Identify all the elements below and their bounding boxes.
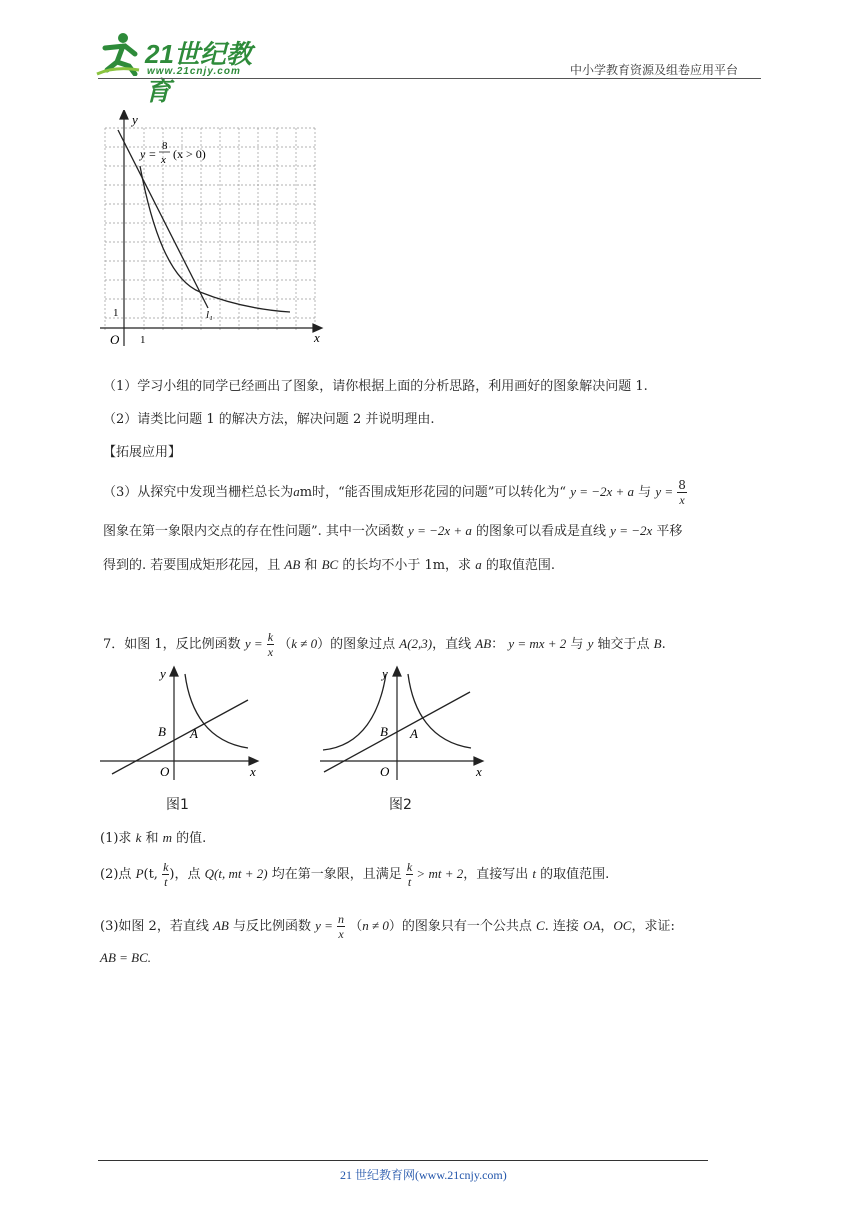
figure-2-caption: 图2 (389, 797, 412, 813)
subquestion-1: (1)求 k 和 m 的值. (100, 830, 207, 846)
header-rule (98, 78, 761, 79)
logo-text: 21世纪教育 (145, 39, 252, 106)
header-logo (95, 30, 265, 106)
footer-text: 21 世纪教育网(www.21cnjy.com) (340, 1168, 507, 1182)
x-axis-label: x (314, 330, 320, 345)
svg-text:O: O (160, 764, 170, 779)
func-eq: = (149, 147, 156, 161)
unit-x-label: 1 (140, 334, 146, 346)
logo-url: www.21cnjy.com (147, 66, 241, 77)
header-platform-text: 中小学教育资源及组卷应用平台 (570, 63, 739, 77)
svg-text:O: O (380, 764, 390, 779)
unit-y-label: 1 (113, 307, 119, 319)
figure-1 (98, 662, 268, 787)
origin-label: O (110, 332, 120, 347)
fig2-hyperbola-left (323, 674, 386, 750)
svg-text:x: x (250, 764, 256, 779)
svg-text:B: B (158, 724, 166, 739)
figure-2 (318, 662, 493, 787)
subquestion-2: (2)点 P(t, $\frac{k}{t}$ )，点 Q(t, mt + 2) 均在第一象限，且满足 $\frac{k}{t}$ > mt + 2，直接写出 t 的取值范围. (100, 860, 610, 889)
svg-text:B: B (380, 724, 388, 739)
svg-text:A: A (190, 726, 198, 741)
question-3-line1: （3）从探究中发现当栅栏总长为am时，“能否围成矩形花园的问题”可以转化为“ y = −2x + a 与 y = $\frac{8}{x}$ (103, 478, 686, 507)
question-3-line3: 得到的. 若要围成矩形花园，且 AB 和 BC 的长均不小于 1m，求 a 的取值范围. (103, 557, 555, 573)
figure-1-caption: 图1 (166, 797, 189, 813)
subquestion-3-line1: (3)如图 2，若直线 AB 与反比例函数 y = $\frac{n}{x}$ （n ≠ 0）的图象只有一个公共点 C. 连接 OA，OC，求证: (100, 912, 675, 941)
func-cond: (x > 0) (173, 147, 206, 161)
fig1-line-ab (112, 700, 248, 774)
question-3-line2: 图象在第一象限内交点的存在性问题”. 其中一次函数 y = −2x + a 的图象可以看成是直线 y = −2x 平移 (103, 523, 683, 539)
grid (105, 128, 315, 332)
svg-text:x: x (476, 764, 482, 779)
func-den: x (161, 154, 166, 166)
subquestion-3-line2: AB = BC. (100, 950, 152, 965)
y-axis-label: y (132, 112, 138, 127)
problem-7-stem: 7．如图 1，反比例函数 y = $\frac{k}{x}$ （k ≠ 0）的图象过点 A(2,3)，直线 AB： y = mx + 2 与 y 轴交于点 B. (103, 630, 666, 659)
hyperbola-curve (140, 166, 290, 312)
runner-logo-icon (95, 30, 145, 76)
svg-text:y: y (382, 666, 388, 681)
graph-hyperbola-line (100, 110, 330, 350)
footer-rule (98, 1160, 708, 1161)
question-1: （1）学习小组的同学已经画出了图象，请你根据上面的分析思路，利用画好的图象解决问题 1. (103, 379, 648, 394)
func-num: 8 (162, 140, 168, 152)
line-l1-label: l₁ (206, 309, 213, 321)
section-title: 【拓展应用】 (103, 445, 182, 460)
question-2: （2）请类比问题 1 的解决方法，解决问题 2 并说明理由. (103, 412, 435, 427)
func-y: y (140, 147, 146, 161)
svg-text:y: y (160, 666, 166, 681)
svg-text:A: A (410, 726, 418, 741)
